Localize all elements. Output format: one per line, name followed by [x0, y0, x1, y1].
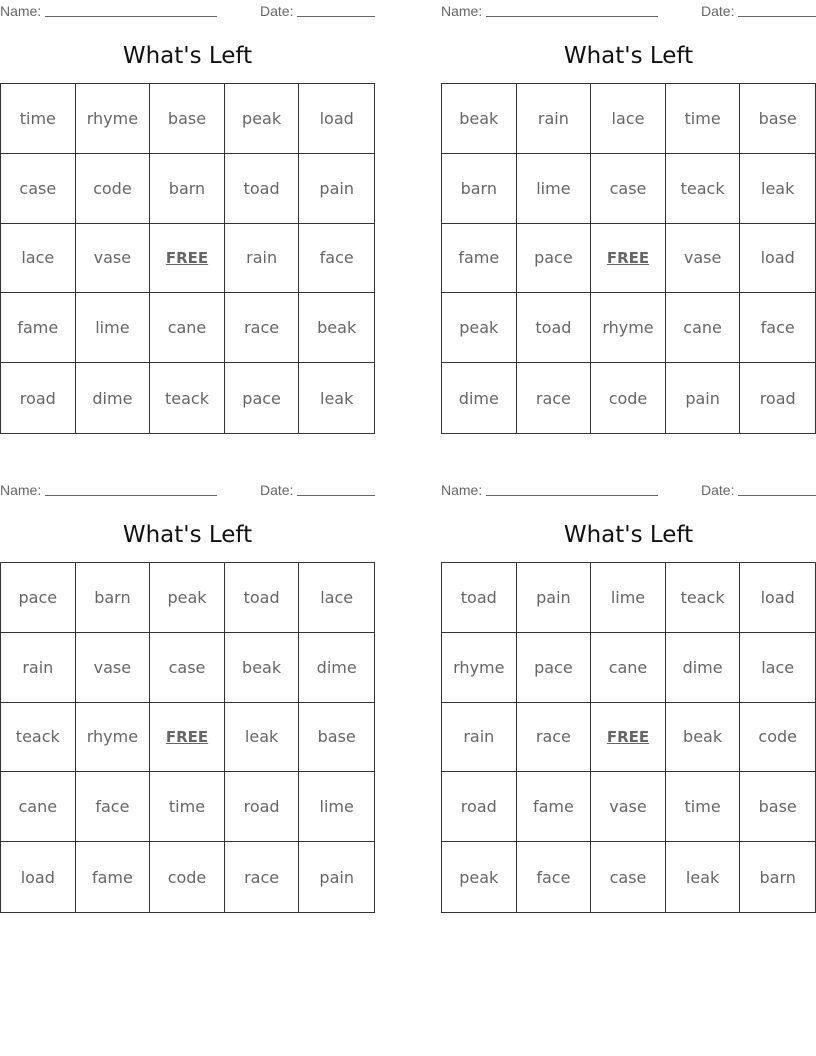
bingo-cell: fame: [517, 772, 592, 842]
bingo-cell: road: [225, 772, 300, 842]
bingo-cell: barn: [442, 154, 517, 224]
bingo-cell: pace: [517, 224, 592, 294]
bingo-cell: rhyme: [442, 633, 517, 703]
bingo-cell: lime: [76, 293, 151, 363]
date-field[interactable]: [297, 16, 375, 17]
card-header: [441, 3, 816, 19]
bingo-cell: barn: [76, 563, 151, 633]
card-header: [0, 482, 375, 498]
bingo-cell: case: [591, 842, 666, 912]
card-header: [0, 3, 375, 19]
bingo-cell: time: [150, 772, 225, 842]
bingo-cell: rhyme: [591, 293, 666, 363]
bingo-cell: teack: [666, 154, 741, 224]
free-space: FREE: [150, 703, 225, 773]
bingo-cell: dime: [76, 363, 151, 433]
free-space: FREE: [591, 703, 666, 773]
card-title: What's Left: [563, 43, 694, 69]
name-label: Name:: [0, 3, 42, 19]
date-label: Date:: [701, 482, 735, 498]
bingo-cell: rain: [225, 224, 300, 294]
bingo-cell: leak: [740, 154, 815, 224]
bingo-cell: lime: [299, 772, 374, 842]
bingo-cell: lime: [517, 154, 592, 224]
bingo-cell: lace: [1, 224, 76, 294]
bingo-cell: time: [666, 772, 741, 842]
bingo-cell: toad: [225, 154, 300, 224]
bingo-cell: toad: [442, 563, 517, 633]
bingo-cell: base: [150, 84, 225, 154]
bingo-cell: rain: [1, 633, 76, 703]
bingo-card: [0, 0, 375, 435]
name-field[interactable]: [486, 495, 658, 496]
bingo-cell: cane: [666, 293, 741, 363]
bingo-cell: teack: [1, 703, 76, 773]
bingo-cell: fame: [442, 224, 517, 294]
bingo-cell: cane: [150, 293, 225, 363]
date-field[interactable]: [738, 16, 816, 17]
bingo-cell: race: [225, 842, 300, 912]
bingo-cell: rain: [442, 703, 517, 773]
name-label: Name:: [441, 3, 483, 19]
bingo-cell: dime: [442, 363, 517, 433]
bingo-cell: face: [517, 842, 592, 912]
bingo-cell: dime: [666, 633, 741, 703]
bingo-cell: load: [740, 563, 815, 633]
date-label: Date:: [260, 482, 294, 498]
bingo-cell: rhyme: [76, 84, 151, 154]
bingo-cell: load: [740, 224, 815, 294]
bingo-cell: code: [76, 154, 151, 224]
bingo-cell: case: [1, 154, 76, 224]
free-space: FREE: [591, 224, 666, 294]
bingo-cell: lime: [591, 563, 666, 633]
bingo-cell: road: [442, 772, 517, 842]
card-header: [441, 482, 816, 498]
card-title: What's Left: [563, 522, 694, 548]
name-label: Name:: [441, 482, 483, 498]
bingo-cell: rain: [517, 84, 592, 154]
bingo-cell: pain: [299, 154, 374, 224]
bingo-cell: load: [1, 842, 76, 912]
bingo-cell: code: [740, 703, 815, 773]
date-field[interactable]: [297, 495, 375, 496]
date-label: Date:: [260, 3, 294, 19]
bingo-cell: code: [591, 363, 666, 433]
bingo-cell: base: [740, 84, 815, 154]
bingo-cell: beak: [225, 633, 300, 703]
name-field[interactable]: [486, 16, 658, 17]
bingo-cell: pace: [225, 363, 300, 433]
bingo-cell: peak: [442, 293, 517, 363]
bingo-cell: face: [76, 772, 151, 842]
name-label: Name:: [0, 482, 42, 498]
bingo-grid: [441, 83, 816, 434]
bingo-cell: base: [299, 703, 374, 773]
date-field[interactable]: [738, 495, 816, 496]
name-field[interactable]: [45, 495, 217, 496]
bingo-cell: vase: [76, 633, 151, 703]
bingo-cell: cane: [591, 633, 666, 703]
bingo-card: [0, 479, 375, 914]
bingo-cell: race: [517, 703, 592, 773]
bingo-cell: face: [299, 224, 374, 294]
bingo-cell: leak: [320, 388, 354, 408]
bingo-cell: case: [150, 633, 225, 703]
bingo-cell: peak: [225, 84, 300, 154]
bingo-cell: peak: [150, 563, 225, 633]
bingo-cell: time: [1, 84, 76, 154]
bingo-cell: fame: [1, 293, 76, 363]
bingo-cell: pain: [319, 867, 354, 887]
bingo-card: [441, 479, 816, 914]
bingo-cell: pace: [1, 563, 76, 633]
bingo-cell: race: [225, 293, 300, 363]
bingo-cell: vase: [76, 224, 151, 294]
bingo-cell: beak: [299, 293, 374, 363]
bingo-cell: barn: [150, 154, 225, 224]
bingo-cell: road: [759, 388, 796, 408]
bingo-cell: road: [1, 363, 76, 433]
card-title: What's Left: [122, 43, 253, 69]
bingo-cell: toad: [517, 293, 592, 363]
bingo-cell: base: [740, 772, 815, 842]
bingo-card: [441, 0, 816, 435]
bingo-cell: teack: [150, 363, 225, 433]
bingo-cell: race: [517, 363, 592, 433]
bingo-cell: leak: [666, 842, 741, 912]
bingo-cell: barn: [759, 867, 796, 887]
free-space: FREE: [150, 224, 225, 294]
bingo-cell: case: [591, 154, 666, 224]
bingo-cell: load: [299, 84, 374, 154]
bingo-cell: pain: [666, 363, 741, 433]
bingo-cell: fame: [76, 842, 151, 912]
bingo-cell: lace: [299, 563, 374, 633]
name-field[interactable]: [45, 16, 217, 17]
bingo-cell: beak: [442, 84, 517, 154]
bingo-grid: [0, 83, 375, 434]
card-title: What's Left: [122, 522, 253, 548]
bingo-cell: time: [666, 84, 741, 154]
bingo-cell: peak: [442, 842, 517, 912]
bingo-cell: dime: [299, 633, 374, 703]
bingo-cell: beak: [666, 703, 741, 773]
bingo-cell: vase: [591, 772, 666, 842]
bingo-cell: lace: [591, 84, 666, 154]
bingo-grid: [0, 562, 375, 913]
bingo-cell: cane: [1, 772, 76, 842]
bingo-cell: vase: [666, 224, 741, 294]
bingo-cell: rhyme: [76, 703, 151, 773]
bingo-cell: teack: [666, 563, 741, 633]
bingo-cell: pace: [517, 633, 592, 703]
bingo-cell: face: [740, 293, 815, 363]
bingo-cell: toad: [225, 563, 300, 633]
bingo-cell: code: [150, 842, 225, 912]
date-label: Date:: [701, 3, 735, 19]
bingo-cell: pain: [517, 563, 592, 633]
bingo-cell: leak: [225, 703, 300, 773]
bingo-grid: [441, 562, 816, 913]
bingo-cell: lace: [740, 633, 815, 703]
